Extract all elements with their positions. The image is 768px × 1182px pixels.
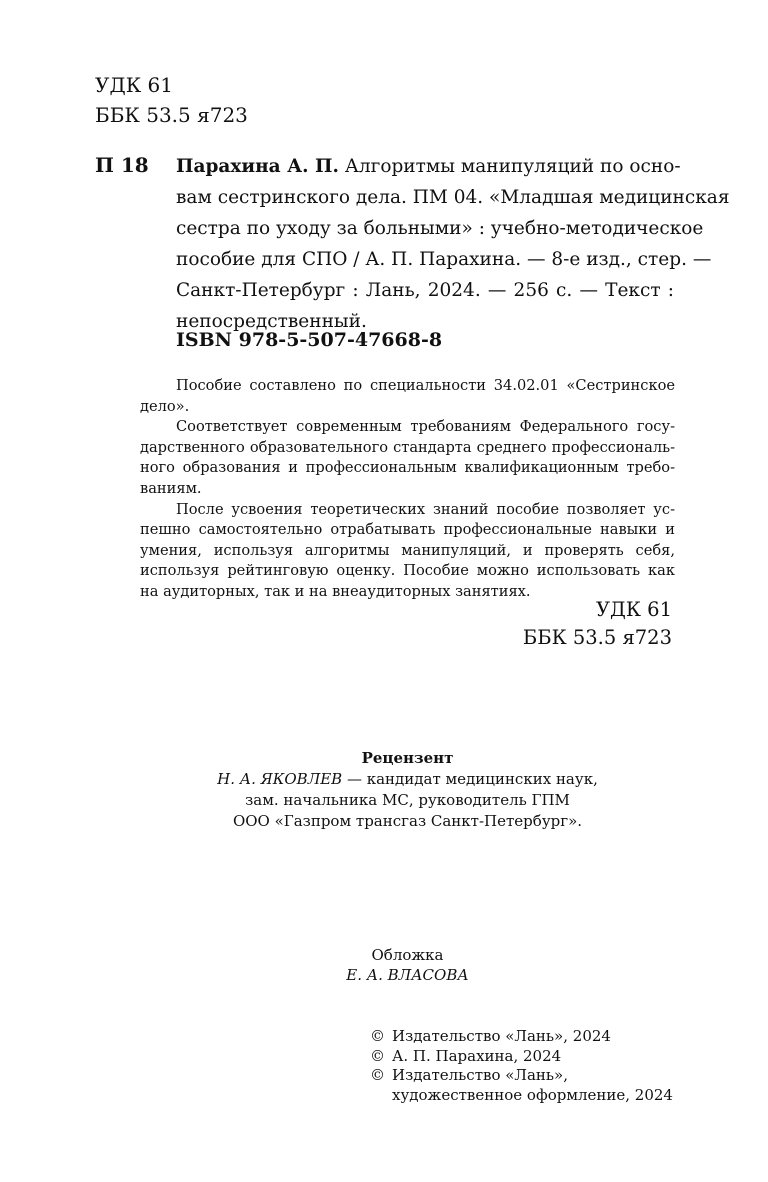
copyright-line: © Издательство «Лань», 2024	[370, 1027, 611, 1045]
cover-credit	[140, 945, 675, 985]
copyright-line: © А. П. Парахина, 2024	[370, 1046, 562, 1065]
author-name: Парахина А. П.	[176, 156, 339, 177]
classification-top	[95, 70, 248, 130]
bib-line: вам сестринского дела. ПМ 04. «Младшая медицинская	[176, 187, 730, 208]
reviewer-line: Н. А. ЯКОВЛЕВ — кандидат медицинских наук,	[217, 770, 598, 788]
annotation-line: После усвоения теоретических знаний пособие позволяет ус-	[176, 500, 675, 518]
copyright-continuation: художественное оформление, 2024	[392, 1085, 673, 1104]
annotation	[140, 376, 675, 603]
reviewer-name: Н. А. ЯКОВЛЕВ	[217, 770, 343, 788]
udk-code: УДК 61	[595, 598, 672, 621]
copyright-icon: ©	[370, 1046, 385, 1065]
bbk-code: ББК 53.5 я723	[95, 103, 248, 127]
annotation-line: дарственного образовательного стандарта среднего профессиональ-	[140, 438, 675, 456]
cover-artist: Е. А. ВЛАСОВА	[346, 966, 469, 984]
classification-bottom	[523, 596, 672, 652]
annotation-line: Соответствует современным требованиям Федерального госу-	[176, 418, 675, 436]
annotation-line: ваниям.	[140, 479, 202, 497]
cover-heading: Обложка	[371, 946, 444, 964]
copyright-block	[370, 1027, 673, 1105]
copyright-line: © Издательство «Лань»,	[370, 1066, 569, 1084]
bbk-code: ББК 53.5 я723	[522, 626, 672, 649]
bibliographic-entry	[176, 151, 730, 337]
isbn: ISBN 978-5-507-47668-8	[176, 329, 443, 351]
annotation-line: ного образования и профессиональным квалификационным требо-	[140, 459, 675, 477]
bib-line: непосредственный.	[176, 311, 367, 332]
reviewer-heading: Рецензент	[361, 749, 454, 767]
reviewer-line: зам. начальника МС, руководитель ГПМ	[245, 791, 570, 809]
annotation-line: умения, используя алгоритмы манипуляций, и проверять себя,	[140, 541, 675, 559]
copyright-icon: ©	[370, 1066, 385, 1084]
reviewer-block	[140, 748, 675, 832]
annotation-line: дело».	[140, 397, 190, 415]
annotation-line: на аудиторных, так и на внеаудиторных занятиях.	[140, 582, 531, 600]
reviewer-line: ООО «Газпром трансгаз Санкт-Петербург».	[232, 812, 583, 830]
annotation-line: Пособие составлено по специальности 34.02.01 «Сестринское	[176, 377, 675, 394]
bib-line: сестра по уходу за больными» : учебно-методическое	[176, 218, 704, 239]
udk-code: УДК 61	[95, 73, 173, 97]
bib-line: Парахина А. П. Алгоритмы манипуляций по осно-	[176, 156, 681, 177]
annotation-line: пешно самостоятельно отрабатывать профессиональные навыки и	[140, 521, 675, 539]
bib-line: Санкт-Петербург : Лань, 2024. — 256 с. — Текст :	[176, 280, 674, 301]
annotation-line: используя рейтинговую оценку. Пособие можно использовать как	[140, 562, 675, 580]
author-mark: П 18	[95, 153, 149, 177]
bib-line: пособие для СПО / А. П. Парахина. — 8-е изд., стер. —	[176, 249, 712, 270]
copyright-icon: ©	[370, 1027, 385, 1045]
